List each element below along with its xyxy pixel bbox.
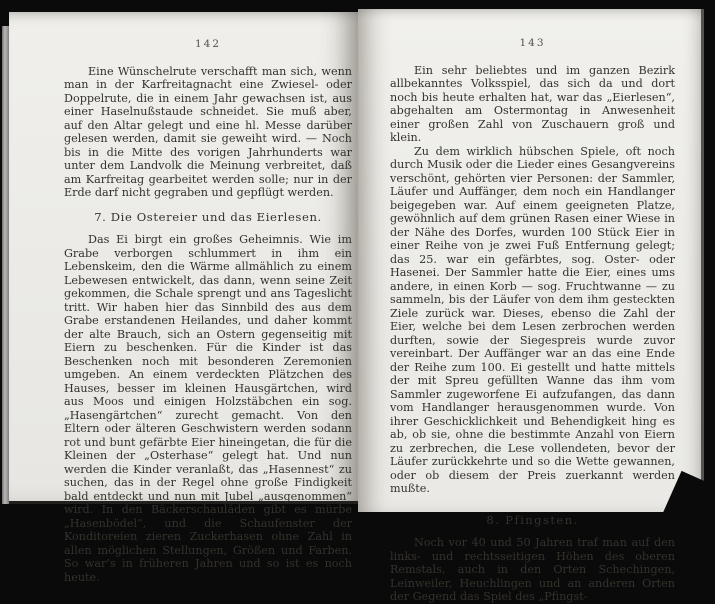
paragraph-pfingsten: Noch vor 40 und 50 Jahren traf man auf den links- und rechtsseitigen Höhen des oberen Remstals, auch in den Orten Schechingen, Leinweiler, Heuchlingen und an anderen Orten der Gegend das Spiel des „Pfingst- [390, 536, 675, 603]
paragraph-eierlesen-ablauf: Zu dem wirklich hübschen Spiele, oft noch durch Musik oder die Lieder eines Gesangvereins verschönt, gehörten vier Personen: der Sammler, Läufer und Auffänger, dem noch ein Handlanger beigegeben war. Auf einem geeigneten Platze, gewöhnlich auf dem grünen Rasen einer Wiese in der Nähe des Dorfes, wurden 100 Stück Eier in einer Reihe von je zwei Fuß Entfernung gelegt; das 25. war ein gefärbtes, sog. Oster- oder Hasenei. Der Sammler hatte die Eier, eines ums andere, in einen Korb — sog. Fruchtwanne — zu sammeln, bis der Läufer von dem ihm gesteckten Ziele zurück war. Dieses, ebenso die Zahl der Eier, welche bei dem Lesen zerbrochen werden durften, sowie der Siegespreis wurde zuvor vereinbart. Der Auffänger war an das eine Ende der Reihe zum 100. Ei gestellt und hatte mittels der mit Spreu gefüllten Wanne das ihm vom Sammler zugeworfene Ei aufzufangen, das dann vom Handlanger herausgenommen wurde. Von ihrer Geschicklichkeit und Behendigkeit hing es ab, ob sie, ohne die bestimmte Anzahl von Eiern zu zerbrechen, die Lese vollendeten, bevor der Läufer zurückkehrte und so die Wette gewannen, oder ob diesem der Preis zuerkannt werden mußte. [390, 144, 675, 495]
page-number-left: 142 [194, 38, 222, 50]
book-page-left [9, 12, 358, 584]
page-number-right: 143 [519, 37, 546, 49]
section-heading-pfingsten: 8. Pfingsten. [486, 512, 579, 527]
section-heading-ostereier: 7. Die Ostereier und das Eierlesen. [94, 209, 322, 224]
paragraph-wuenschelrute: Eine Wünschelrute verschafft man sich, wenn man in der Karfreitagnacht eine Zwiesel- oder Doppelrute, die in einem Jahr gewachsen ist, aus einer Haselnußstaude schneidet. Sie muß aber, auf den Altar gelegt und eine hl. Messe darüber gelesen werden, damit sie geweiht wird. — Noch bis in die Mitte des vorigen Jahrhunderts war unter dem Landvolk die Meinung verbreitet, daß am Karfreitag gearbeitet werden solle; nur in der Erde darf nicht gegraben und gepflügt werden. [64, 64, 352, 199]
paragraph-eierlesen-intro: Ein sehr beliebtes und im ganzen Bezirk allbekanntes Volksspiel, das sich da und dort noch bis heute erhalten hat, war das „Eierlesen“, abgehalten am Ostermontag in Anwesenheit einer großen Zahl von Zuschauern groß und klein. [390, 63, 675, 144]
book-page-right [358, 9, 704, 603]
paragraph-ostereier: Das Ei birgt ein großes Geheimnis. Wie im Grabe verborgen schlummert in ihm ein Lebenskeim, den die Wärme allmählich zu einem Lebewesen entwickelt, das dann, wenn seine Zeit gekommen, die Schale sprengt und ans Tageslicht tritt. Wir haben hier das Sinnbild des aus dem Grabe erstandenen Heilandes, und daher kommt der alte Brauch, sich an Ostern gegenseitig mit Eiern zu beschenken. Für die Kinder ist das Beschenken noch mit besonderen Zeremonien umgeben. An einem verdeckten Plätzchen des Hauses, besser im kleinen Hausgärtchen, wird aus Moos und einigen Holzstäbchen ein sog. „Hasengärtchen“ zurecht gemacht. Von den Eltern oder älteren Geschwistern werden sodann rot und bunt gefärbte Eier hineingetan, die für die Kleinen der „Osterhase“ gelegt hat. Und nun werden die Kinder veranlaßt, das „Hasennest“ zu suchen, das in der Regel ohne große Findigkeit bald entdeckt und nun mit Jubel „ausgenommen“ wird. In den Bäckerschauläden gibt es mürbe „Hasenbödel“, und die Schaufenster der Konditoreien zieren Zuckerhasen ohne Zahl in allen möglichen Stellungen, Größen und Farben. So war’s in früheren Jahren und so ist es noch heute. [64, 233, 352, 584]
